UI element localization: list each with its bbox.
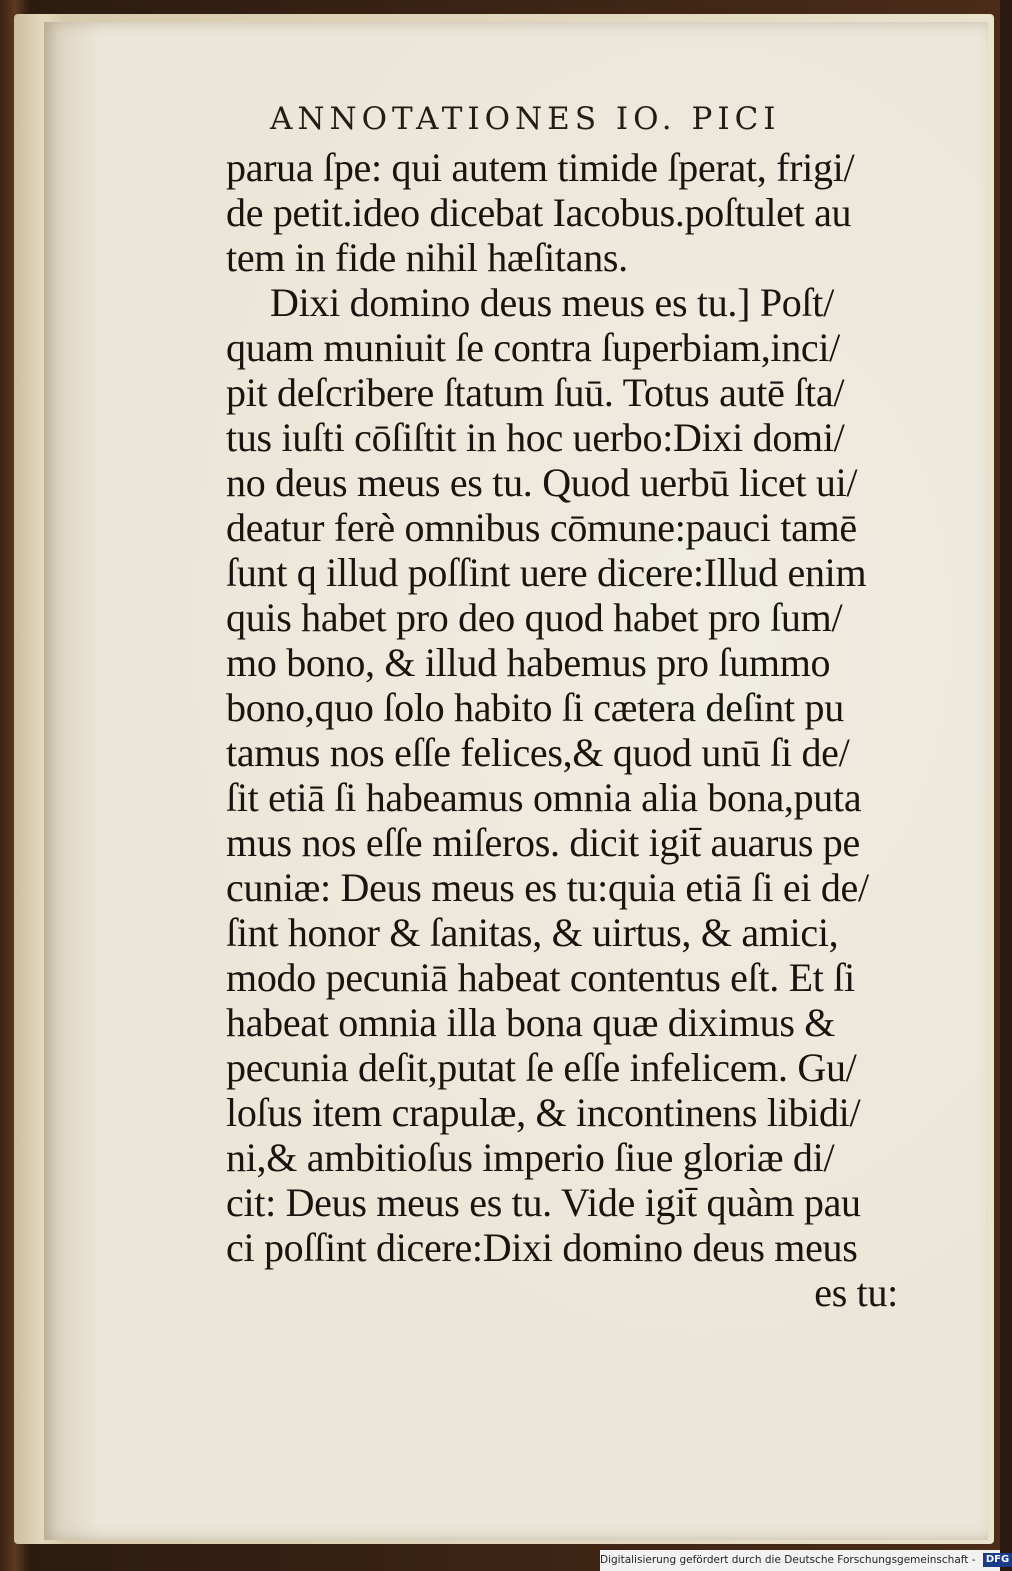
text-line: cit: Deus meus es tu. Vide igit̄ quàm pau [226, 1180, 861, 1225]
text-line: quis habet pro deo quod habet pro ſum/ [226, 595, 843, 640]
text-line: tem in fide nihil hæſitans. [226, 235, 628, 280]
text-line: bono,quo ſolo habito ſi cætera deſint pu [226, 685, 844, 730]
text-line: loſus item crapulæ, & incontinens libidi/ [226, 1090, 861, 1135]
text-line: de petit.ideo dicebat Iacobus.poſtulet au [226, 190, 852, 235]
text-line: parua ſpe: qui autem timide ſperat, frigi/ [226, 145, 855, 190]
lemma-line: Dixi domino deus meus es tu.] Poſt/ [270, 280, 834, 325]
text-line: tamus nos eſſe felices,& quod unū ſi de/ [226, 730, 850, 775]
text-line: pit deſcribere ſtatum ſuū. Totus autē ſta/ [226, 370, 845, 415]
text-line: mus nos eſſe miſeros. dicit igit̄ auarus pe [226, 820, 860, 865]
text-line: ni,& ambitioſus imperio ſiue gloriæ di/ [226, 1135, 835, 1180]
text-line: ſint honor & ſanitas, & uirtus, & amici, [226, 910, 839, 955]
text-line: no deus meus es tu. Quod uerbū licet ui/ [226, 460, 858, 505]
text-line: quam muniuit ſe contra ſuperbiam,inci/ [226, 325, 840, 370]
text-line: ſunt q illud poſſint uere dicere:Illud enim [226, 550, 867, 595]
text-line: pecunia deſit,putat ſe eſſe infelicem. Gu/ [226, 1045, 857, 1090]
text-line: deatur ferè omnibus cōmune:pauci tamē [226, 505, 857, 550]
text-block [226, 93, 926, 1315]
digitization-credit-bar [600, 1550, 1010, 1571]
text-line: cuniæ: Deus meus es tu:quia etiā ſi ei de/ [226, 865, 869, 910]
digitization-credit: Digitalisierung gefördert durch die Deutsche Forschungsgemeinschaft - [600, 1554, 976, 1566]
text-line: mo bono, & illud habemus pro ſummo [226, 640, 831, 685]
catchword-line: es tu: [814, 1270, 898, 1315]
running-header: ANNOTATIONES IO. PICI [270, 101, 781, 137]
text-line: modo pecuniā habeat contentus eſt. Et ſi [226, 955, 855, 1000]
text-line: ci poſſint dicere:Dixi domino deus meus [226, 1225, 858, 1270]
text-line: habeat omnia illa bona quæ diximus & [226, 1000, 836, 1045]
text-line: tus iuſti cōſiſtit in hoc uerbo:Dixi domi/ [226, 415, 845, 460]
text-line: ſit etiā ſi habeamus omnia alia bona,puta [226, 775, 862, 820]
dfg-logo-icon: DFG [983, 1553, 1012, 1567]
